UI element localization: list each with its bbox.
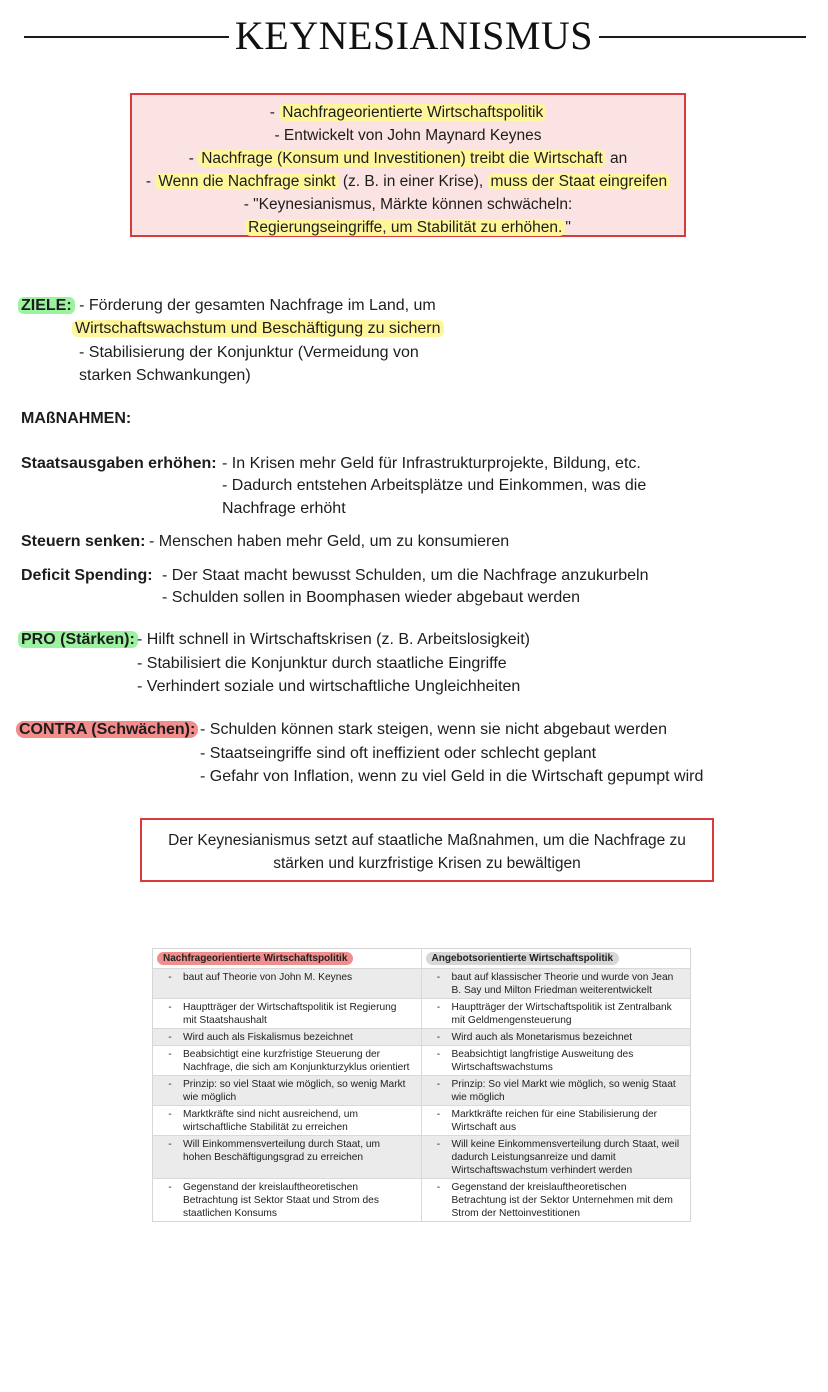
table-cell-angebot bbox=[421, 1106, 690, 1136]
bullet-dash: - bbox=[168, 1002, 172, 1013]
table-row bbox=[153, 1029, 690, 1046]
intro-line-5: - "Keynesianismus, Märkte können schwächeln: bbox=[243, 196, 573, 213]
bullet-dash: - bbox=[436, 1032, 441, 1043]
table-cell-text: Will Einkommensverteilung durch Staat, um hohen Beschäftigungsgrad zu erreichen bbox=[183, 1139, 381, 1163]
intro-line-6: Regierungseingriffe, um Stabilität zu erhöhen. " bbox=[132, 216, 684, 239]
table-cell-angebot bbox=[421, 1179, 690, 1222]
staatsausgaben-line-1: - In Krisen mehr Geld für Infrastrukturprojekte, Bildung, etc. bbox=[222, 455, 641, 472]
bullet-dash: - bbox=[168, 1109, 172, 1120]
contra-line-2: - Staatseingriffe sind oft ineffizient oder schlecht geplant bbox=[200, 745, 597, 762]
summary-line-1: Der Keynesianismus setzt auf staatliche Maßnahmen, um die Nachfrage zu bbox=[168, 832, 686, 849]
table-cell-text: baut auf klassischer Theorie und wurde von Jean B. Say und Milton Friedman weiterentwickelt bbox=[451, 972, 674, 996]
table-cell-text: Gegenstand der kreislauftheoretischen Betrachtung ist Sektor Staat und Strom des staatlichen Konsums bbox=[183, 1182, 379, 1219]
table-cell-nachfrage bbox=[153, 1029, 421, 1046]
comparison-table bbox=[152, 948, 691, 1222]
table-row bbox=[153, 999, 690, 1029]
contra-label-wrap bbox=[16, 718, 198, 741]
pro-line-3: - Verhindert soziale und wirtschaftliche Ungleichheiten bbox=[137, 678, 521, 695]
table-cell-nachfrage bbox=[153, 1106, 421, 1136]
table-cell-angebot bbox=[421, 1046, 690, 1076]
table-cell-text: Prinzip: So viel Markt wie möglich, so wenig Staat wie möglich bbox=[451, 1079, 676, 1103]
staatsausgaben-line-3: Nachfrage erhöht bbox=[222, 500, 346, 517]
table-cell-text: Beabsichtigt langfristige Ausweitung des Wirtschaftswachstums bbox=[451, 1049, 634, 1073]
table-cell-text: Beabsichtigt eine kurzfristige Steuerung der Nachfrage, die sich am Konjunkturzyklus orientiert bbox=[183, 1049, 410, 1073]
ziele-label: ZIELE: bbox=[18, 297, 75, 314]
table-cell-text: baut auf Theorie von John M. Keynes bbox=[183, 972, 353, 983]
staatsausgaben-label: Staatsausgaben erhöhen: bbox=[21, 455, 217, 472]
ziele-line-2: Wirtschaftswachstum und Beschäftigung zu sichern bbox=[72, 317, 444, 340]
intro-box bbox=[130, 93, 686, 237]
table-row bbox=[153, 969, 690, 999]
deficit-line-2: - Schulden sollen in Boomphasen wieder abgebaut werden bbox=[162, 589, 581, 606]
ziele-line-1: ZIELE: - Förderung der gesamten Nachfrage im Land, um bbox=[18, 294, 436, 317]
ziele-line-4: starken Schwankungen) bbox=[79, 367, 251, 384]
table-cell-angebot bbox=[421, 969, 690, 999]
intro-line-3: - Nachfrage (Konsum und Investitionen) treibt die Wirtschaft an bbox=[188, 150, 628, 167]
table-cell-nachfrage bbox=[153, 1046, 421, 1076]
table-cell-text: Will keine Einkommensverteilung durch Staat, weil dadurch Leistungsanreize und damit Wirtschaftswachstum verhindert werden bbox=[451, 1139, 680, 1176]
table-cell-text: Marktkräfte sind nicht ausreichend, um wirtschaftliche Stabilität zu erreichen bbox=[183, 1109, 358, 1133]
table-cell-nachfrage bbox=[153, 1136, 421, 1179]
contra-line-3: - Gefahr von Inflation, wenn zu viel Geld in die Wirtschaft gepumpt wird bbox=[200, 768, 704, 785]
table-cell-nachfrage bbox=[153, 1076, 421, 1106]
table-cell-angebot bbox=[421, 999, 690, 1029]
table-header-angebot: Angebotsorientierte Wirtschaftspolitik bbox=[426, 952, 620, 965]
bullet-dash: - bbox=[436, 1002, 441, 1013]
bullet-dash: - bbox=[436, 1182, 441, 1193]
table-cell-text: Marktkräfte reichen für eine Stabilisierung der Wirtschaft aus bbox=[451, 1109, 658, 1133]
bullet-dash: - bbox=[168, 972, 172, 983]
bullet-dash: - bbox=[436, 1109, 441, 1120]
table-cell-nachfrage bbox=[153, 969, 421, 999]
bullet-dash: - bbox=[168, 1139, 172, 1150]
table-row bbox=[153, 1076, 690, 1106]
bullet-dash: - bbox=[436, 1049, 441, 1060]
table-row bbox=[153, 1046, 690, 1076]
table-row bbox=[153, 1179, 690, 1222]
table-cell-text: Prinzip: so viel Staat wie möglich, so wenig Markt wie möglich bbox=[183, 1079, 406, 1103]
table-row bbox=[153, 1106, 690, 1136]
steuern-line-1: - Menschen haben mehr Geld, um zu konsumieren bbox=[149, 533, 510, 550]
bullet-dash: - bbox=[436, 1079, 441, 1090]
steuern-label: Steuern senken: bbox=[21, 533, 146, 550]
bullet-dash: - bbox=[168, 1079, 172, 1090]
table-cell-text: Hauptträger der Wirtschaftspolitik ist Regierung mit Staatshaushalt bbox=[183, 1002, 397, 1026]
ziele-line-3: - Stabilisierung der Konjunktur (Vermeidung von bbox=[79, 344, 419, 361]
pro-line-1: - Hilft schnell in Wirtschaftskrisen (z. B. Arbeitslosigkeit) bbox=[137, 631, 530, 648]
bullet-dash: - bbox=[168, 1032, 172, 1043]
table-cell-nachfrage bbox=[153, 1179, 421, 1222]
pro-label-wrap bbox=[18, 628, 138, 651]
table-cell-text: Hauptträger der Wirtschaftspolitik ist Zentralbank mit Geldmengensteuerung bbox=[451, 1002, 672, 1026]
bullet-dash: - bbox=[168, 1049, 172, 1060]
contra-label: CONTRA (Schwächen): bbox=[16, 721, 198, 738]
summary-box bbox=[140, 818, 714, 882]
contra-line-1: - Schulden können stark steigen, wenn sie nicht abgebaut werden bbox=[200, 721, 667, 738]
deficit-line-1: - Der Staat macht bewusst Schulden, um die Nachfrage anzukurbeln bbox=[162, 567, 649, 584]
deficit-label: Deficit Spending: bbox=[21, 567, 153, 584]
table-cell-text: Wird auch als Fiskalismus bezeichnet bbox=[183, 1032, 353, 1043]
page-title: KEYNESIANISMUS bbox=[0, 12, 828, 59]
table-header-row bbox=[153, 949, 690, 969]
table-header-nachfrage: Nachfrageorientierte Wirtschaftspolitik bbox=[157, 952, 353, 965]
intro-line-1: - Nachfrageorientierte Wirtschaftspolitik bbox=[132, 101, 684, 124]
table-cell-angebot bbox=[421, 1136, 690, 1179]
table-row bbox=[153, 1136, 690, 1179]
table-cell-text: Gegenstand der kreislauftheoretischen Betrachtung ist der Sektor Unternehmen mit dem Strom der Nettoinvestitionen bbox=[451, 1182, 673, 1219]
summary-line-2: stärken und kurzfristige Krisen zu bewältigen bbox=[273, 855, 581, 872]
pro-label: PRO (Stärken): bbox=[18, 631, 138, 648]
bullet-dash: - bbox=[436, 1139, 441, 1150]
bullet-dash: - bbox=[168, 1182, 172, 1193]
bullet-dash: - bbox=[436, 972, 441, 983]
table-cell-text: Wird auch als Monetarismus bezeichnet bbox=[451, 1032, 633, 1043]
intro-line-2: - Entwickelt von John Maynard Keynes bbox=[274, 127, 542, 144]
table-cell-nachfrage bbox=[153, 999, 421, 1029]
pro-line-2: - Stabilisiert die Konjunktur durch staatliche Eingriffe bbox=[137, 655, 507, 672]
table-cell-angebot bbox=[421, 1076, 690, 1106]
intro-line-4: - Wenn die Nachfrage sinkt (z. B. in einer Krise), muss der Staat eingreifen bbox=[132, 170, 684, 193]
staatsausgaben-line-2: - Dadurch entstehen Arbeitsplätze und Einkommen, was die bbox=[222, 477, 647, 494]
table-cell-angebot bbox=[421, 1029, 690, 1046]
massnahmen-heading: MAßNAHMEN: bbox=[21, 410, 132, 427]
